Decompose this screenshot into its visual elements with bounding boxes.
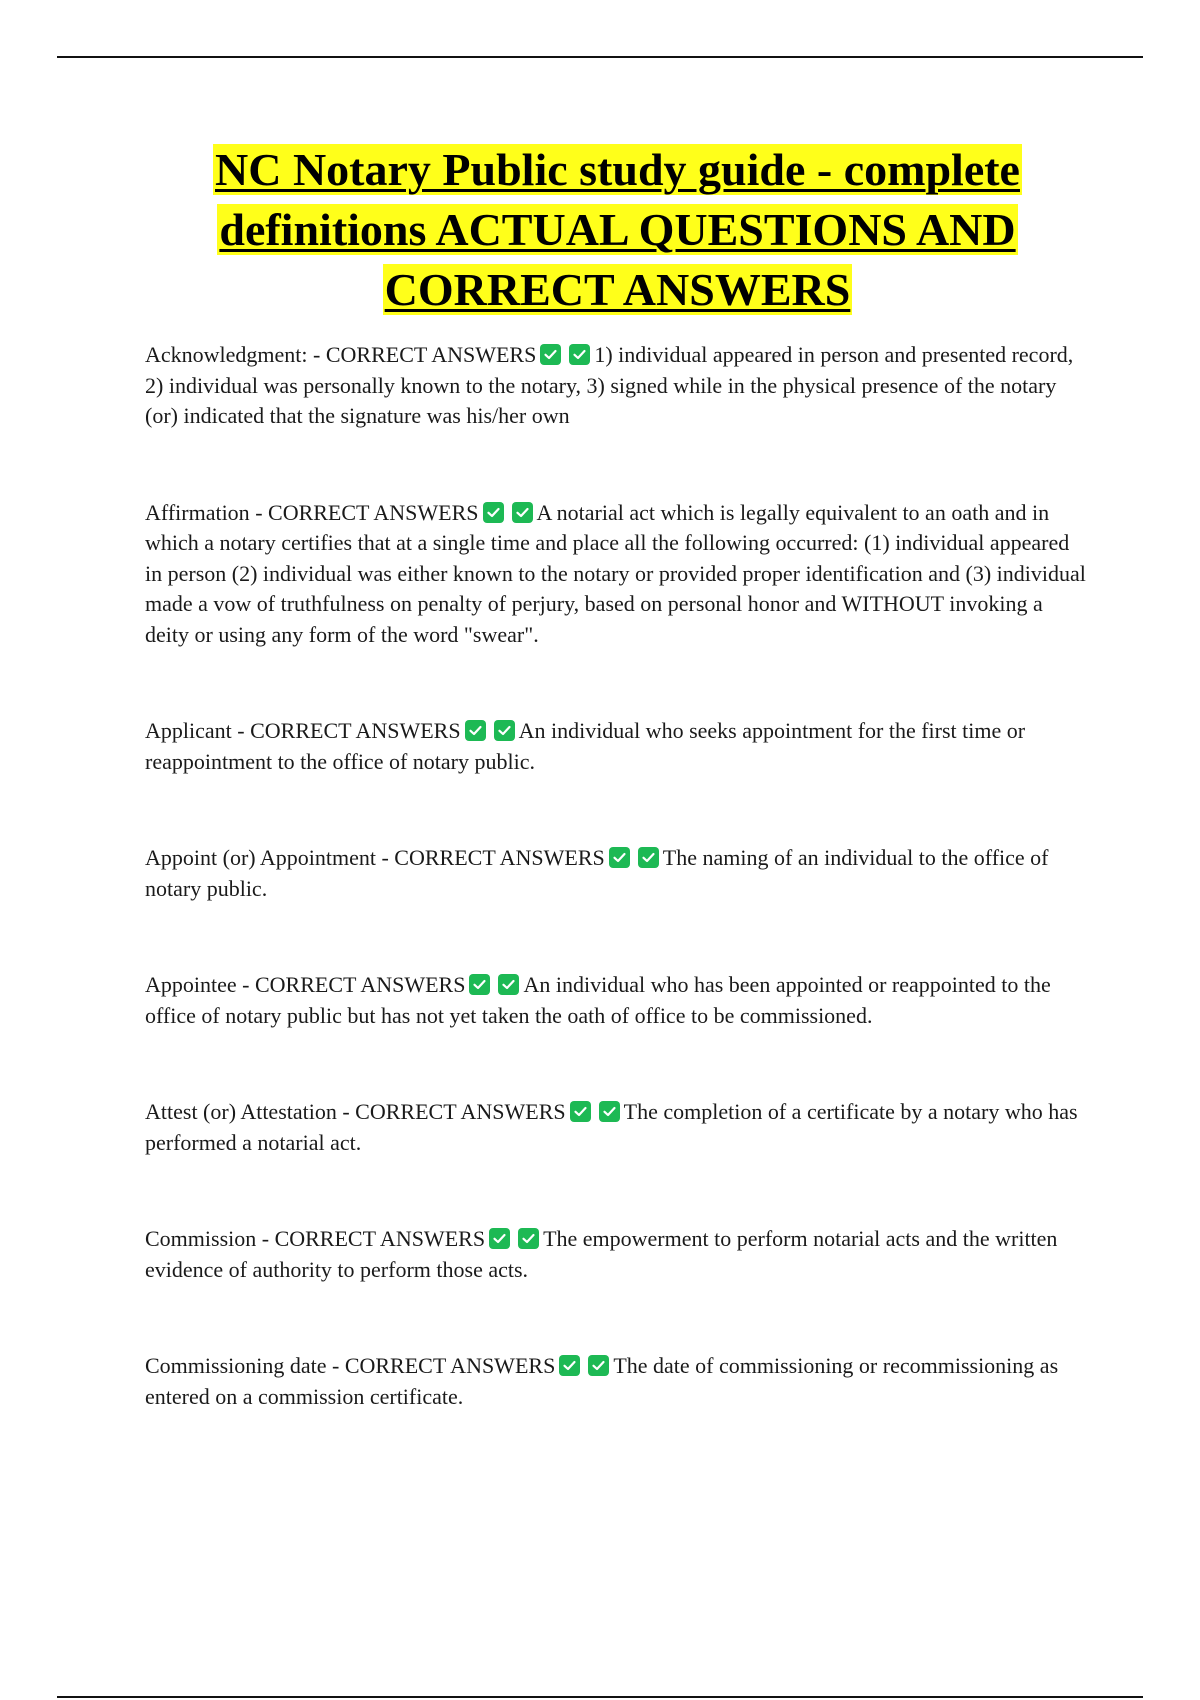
entry-term: Commission <box>145 1226 257 1251</box>
checkmark-box-icon <box>599 1101 620 1122</box>
correct-answers-label: - CORRECT ANSWERS <box>237 718 461 743</box>
entry-definition: The date of commissioning or recommissioning as entered on a commission certificate. <box>145 1353 1059 1409</box>
top-rule <box>57 56 1143 58</box>
checkmark-box-icon <box>512 502 533 523</box>
checkmark-box-icon <box>498 974 519 995</box>
document-title: NC Notary Public study guide - complete definitions ACTUAL QUESTIONS AND CORRECT ANSWERS <box>215 144 1020 315</box>
checkmark-box-icon <box>489 1228 510 1249</box>
definition-entry <box>145 1097 1090 1158</box>
entry-term: Commissioning date <box>145 1353 327 1378</box>
definition-list <box>145 340 1090 1412</box>
entry-definition: The completion of a certificate by a notary who has performed a notarial act. <box>145 1099 1078 1155</box>
correct-answers-label: - CORRECT ANSWERS <box>332 1353 556 1378</box>
checkmark-box-icon <box>638 847 659 868</box>
entry-term: Appoint (or) Appointment <box>145 845 376 870</box>
entry-definition: The empowerment to perform notarial acts and the written evidence of authority to perform those acts. <box>145 1226 1058 1282</box>
entry-term: Acknowledgment: <box>145 342 308 367</box>
entry-term: Attest (or) Attestation <box>145 1099 337 1124</box>
checkmark-box-icon <box>570 1101 591 1122</box>
entry-definition: 1) individual appeared in person and presented record, 2) individual was personally known to the notary, 3) signed while in the physical presence of the notary (or) indicated that the signature was his/her own <box>145 342 1074 428</box>
entry-definition: A notarial act which is legally equivalent to an oath and in which a notary certifies that at a single time and place all the following occurred: (1) individual appeared in person (2) individual was either known to the notary or provided proper identification and (3) individual made a vow of truthfulness on penalty of perjury, based on personal honor and WITHOUT invoking a deity or using any form of the word "swear". <box>145 499 1086 647</box>
checkmark-box-icon <box>588 1355 609 1376</box>
entry-term: Appointee <box>145 972 237 997</box>
definition-entry <box>145 1224 1090 1285</box>
correct-answers-label: - CORRECT ANSWERS <box>242 972 466 997</box>
definition-entry <box>145 1351 1090 1412</box>
checkmark-box-icon <box>494 720 515 741</box>
checkmark-box-icon <box>465 720 486 741</box>
definition-entry <box>145 340 1090 432</box>
entry-definition: An individual who has been appointed or reappointed to the office of notary public but has not yet taken the oath of office to be commissioned. <box>145 972 1051 1028</box>
checkmark-box-icon <box>609 847 630 868</box>
correct-answers-label: - CORRECT ANSWERS <box>255 499 479 525</box>
definition-entry <box>145 970 1090 1031</box>
entry-definition: The naming of an individual to the office of notary public. <box>145 845 1049 901</box>
checkmark-box-icon <box>540 344 561 365</box>
entry-term: Affirmation <box>145 499 250 525</box>
document-page <box>145 140 1090 1412</box>
definition-entry <box>145 716 1090 777</box>
correct-answers-label: - CORRECT ANSWERS <box>342 1099 566 1124</box>
checkmark-box-icon <box>483 502 504 523</box>
checkmark-box-icon <box>518 1228 539 1249</box>
definition-entry <box>145 843 1090 904</box>
checkmark-box-icon <box>559 1355 580 1376</box>
correct-answers-label: - CORRECT ANSWERS <box>261 1226 486 1251</box>
correct-answers-label: - CORRECT ANSWERS <box>313 342 537 367</box>
checkmark-box-icon <box>469 974 490 995</box>
checkmark-box-icon <box>569 344 590 365</box>
entry-definition: An individual who seeks appointment for the first time or reappointment to the office of notary public. <box>145 718 1026 774</box>
bottom-rule <box>57 1696 1143 1698</box>
correct-answers-label: - CORRECT ANSWERS <box>381 845 605 870</box>
definition-entry <box>145 498 1090 651</box>
entry-term: Applicant <box>145 718 232 743</box>
